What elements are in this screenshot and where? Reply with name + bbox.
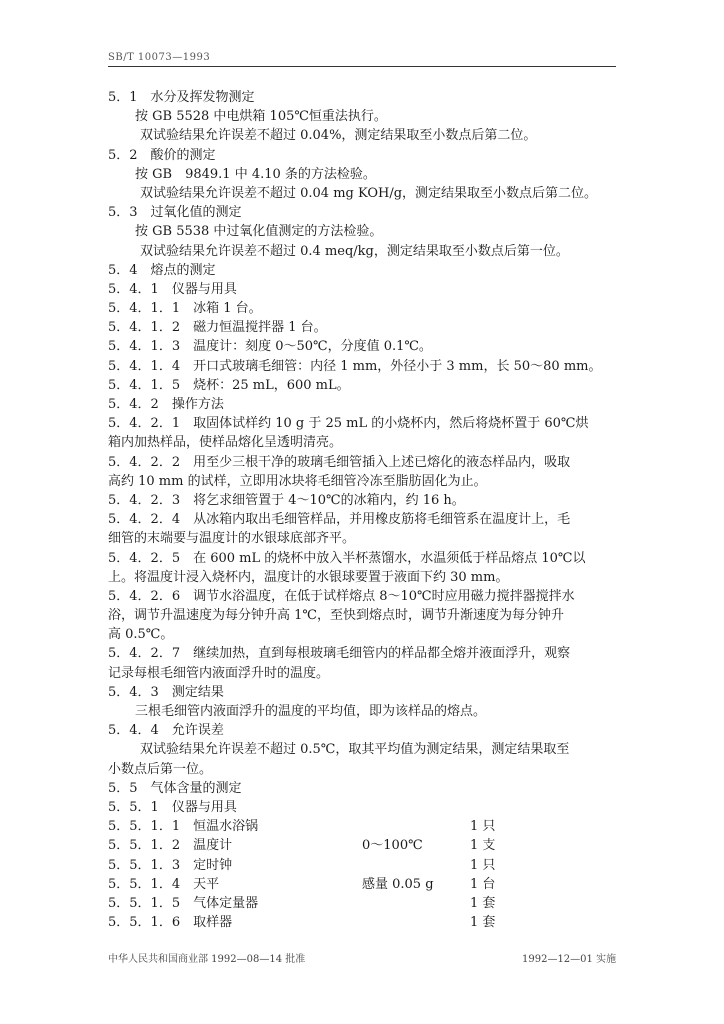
paragraph-line: 按 GB 9849.1 中 4.10 条的方法检验。 xyxy=(135,166,376,182)
clause-line: 5．4．2．1 取固体试样约 10 g 于 25 mL 的小烧杯内，然后将烧杯置于 60℃烘 xyxy=(108,416,589,432)
subsection-heading: 5．4．1 仪器与用具 xyxy=(108,281,237,297)
equipment-qty: 1 只 xyxy=(470,819,496,835)
paragraph-line: 双试验结果允许误差不超过 0.04 mg KOH/g，测定结果取至小数点后第二位。 xyxy=(140,185,598,201)
section-heading: 5．3 过氧化值的测定 xyxy=(108,205,242,221)
section-heading: 5．4 熔点的测定 xyxy=(108,262,216,278)
equipment-item: 5．5．1．1 恒温水浴锅 xyxy=(108,819,259,835)
equipment-qty: 1 套 xyxy=(470,915,496,931)
subsection-heading: 5．4．3 测定结果 xyxy=(108,684,224,700)
equipment-row xyxy=(108,836,618,855)
clause-line: 高 0.5℃。 xyxy=(108,627,174,643)
paragraph-line: 按 GB 5538 中过氧化值测定的方法检验。 xyxy=(135,224,383,240)
clause-line: 细管的末端要与温度计的水银球底部齐平。 xyxy=(108,531,356,547)
equipment-qty: 1 支 xyxy=(470,838,496,854)
paragraph-line: 小数点后第一位。 xyxy=(108,761,213,777)
equipment-spec: 0～100℃ xyxy=(362,838,423,854)
equipment-row xyxy=(108,856,618,875)
clause-line: 高约 10 mm 的试样，立即用冰块将毛细管冷冻至脂肪固化为止。 xyxy=(108,473,487,489)
equipment-item: 5．5．1．4 天平 xyxy=(108,876,220,892)
clause-line: 5．4．2．6 调节水浴温度，在低于试样熔点 8～10℃时应用磁力搅拌器搅拌水 xyxy=(108,588,575,604)
header-rule xyxy=(108,66,616,67)
subsection-heading: 5．5．1 仪器与用具 xyxy=(108,799,237,815)
paragraph-line: 双试验结果允许误差不超过 0.4 meq/kg，测定结果取至小数点后第一位。 xyxy=(140,243,569,259)
paragraph-line: 三根毛细管内液面浮升的温度的平均值，即为该样品的熔点。 xyxy=(135,704,487,719)
clause-line: 上。将温度计浸入烧杯内，温度计的水银球要置于液面下约 30 mm。 xyxy=(108,569,509,585)
subsection-heading: 5．4．4 允许误差 xyxy=(108,723,224,739)
subsection-heading: 5．4．2 操作方法 xyxy=(108,397,224,412)
equipment-row xyxy=(108,913,618,932)
clause-line: 浴，调节升温速度为每分钟升高 1℃，至快到熔点时，调节升渐速度为每分钟升 xyxy=(108,608,564,624)
equipment-row xyxy=(108,894,618,913)
clause-line: 箱内加热样品，使样品熔化呈透明清亮。 xyxy=(108,435,343,451)
clause-line: 5．4．1．4 开口式玻璃毛细管：内径 1 mm，外径小于 3 mm，长 50～80 mm。 xyxy=(108,358,602,374)
standard-code-header: SB/T 10073—1993 xyxy=(108,52,211,63)
clause-line: 5．4．1．2 磁力恒温搅拌器 1 台。 xyxy=(108,320,327,336)
document-body xyxy=(108,88,618,932)
section-heading: 5．5 气体含量的测定 xyxy=(108,780,242,796)
equipment-item: 5．5．1．2 温度计 xyxy=(108,838,233,854)
equipment-qty: 1 台 xyxy=(470,876,496,892)
clause-line: 5．4．2．3 将乞求细管置于 4～10℃的冰箱内，约 16 h。 xyxy=(108,492,465,508)
equipment-row xyxy=(108,875,618,894)
clause-line: 5．4．2．2 用至少三根干净的玻璃毛细管插入上述已熔化的液态样品内，吸取 xyxy=(108,454,571,470)
section-heading: 5．1 水分及挥发物测定 xyxy=(108,90,255,105)
equipment-item: 5．5．1．5 气体定量器 xyxy=(108,895,259,911)
clause-line: 5．4．2．4 从冰箱内取出毛细管样品，并用橡皮筋将毛细管系在温度计上，毛 xyxy=(108,512,571,528)
approval-date: 中华人民共和国商业部 1992—08—14 批准 xyxy=(108,954,306,965)
implementation-date: 1992—12—01 实施 xyxy=(522,954,617,965)
paragraph-line: 双试验结果允许误差不超过 0.5℃，取其平均值为测定结果，测定结果取至 xyxy=(140,742,570,758)
clause-line: 5．4．2．7 继续加热，直到每根玻璃毛细管内的样品都全熔并液面浮升，观察 xyxy=(108,646,571,662)
equipment-qty: 1 只 xyxy=(470,857,496,873)
equipment-item: 5．5．1．3 定时钟 xyxy=(108,857,233,873)
equipment-row xyxy=(108,817,618,836)
clause-line: 5．4．1．1 冰箱 1 台。 xyxy=(108,301,262,317)
clause-line: 记录每根毛细管内液面浮升时的温度。 xyxy=(108,665,330,681)
clause-line: 5．4．1．3 温度计：刻度 0～50℃，分度值 0.1℃。 xyxy=(108,339,432,355)
section-heading: 5．2 酸价的测定 xyxy=(108,147,216,163)
equipment-spec: 感量 0.05 g xyxy=(362,876,434,892)
paragraph-line: 双试验结果允许误差不超过 0.04%，测定结果取至小数点后第二位。 xyxy=(140,128,537,144)
equipment-qty: 1 套 xyxy=(470,895,496,911)
equipment-item: 5．5．1．6 取样器 xyxy=(108,915,233,931)
clause-line: 5．4．1．5 烧杯：25 mL，600 mL。 xyxy=(108,377,350,393)
clause-line: 5．4．2．5 在 600 mL 的烧杯中放入半杯蒸馏水，水温须低于样品熔点 10℃以 xyxy=(108,550,586,566)
paragraph-line: 按 GB 5528 中电烘箱 105℃恒重法执行。 xyxy=(135,109,387,125)
